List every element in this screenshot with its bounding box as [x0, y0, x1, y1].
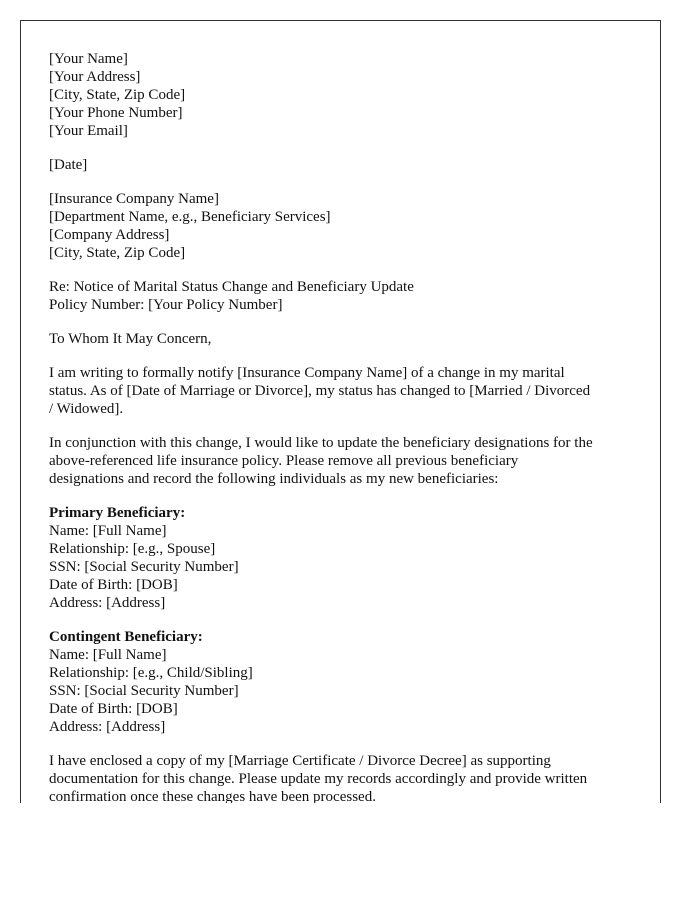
recipient-block	[49, 190, 632, 262]
sender-address: [Your Address]	[49, 69, 141, 85]
primary-ssn: SSN: [Social Security Number]	[49, 559, 239, 575]
text-line: confirmation once these changes have been processed.	[49, 789, 376, 803]
text-line: I have enclosed a copy of my [Marriage Certificate / Divorce Decree] as supporting	[49, 753, 551, 769]
sender-name: [Your Name]	[49, 51, 128, 67]
text-line: above-referenced life insurance policy. Please remove all previous beneficiary	[49, 453, 519, 469]
contingent-ssn: SSN: [Social Security Number]	[49, 683, 239, 699]
sender-phone: [Your Phone Number]	[49, 105, 183, 121]
contingent-address: Address: [Address]	[49, 719, 166, 735]
re-block	[49, 278, 632, 314]
primary-dob: Date of Birth: [DOB]	[49, 577, 178, 593]
text-line: documentation for this change. Please update my records accordingly and provide written	[49, 771, 588, 787]
sender-city: [City, State, Zip Code]	[49, 87, 186, 103]
text-line: designations and record the following individuals as my new beneficiaries:	[49, 471, 499, 487]
recipient-address: [Company Address]	[49, 227, 170, 243]
sender-email: [Your Email]	[49, 123, 128, 139]
salutation: To Whom It May Concern,	[49, 331, 212, 347]
paragraph-update-request	[49, 434, 632, 488]
primary-relationship: Relationship: [e.g., Spouse]	[49, 541, 216, 557]
recipient-city: [City, State, Zip Code]	[49, 245, 186, 261]
text-line: In conjunction with this change, I would like to update the beneficiary designations for the	[49, 435, 593, 451]
recipient-department: [Department Name, e.g., Beneficiary Services]	[49, 209, 331, 225]
primary-heading: Primary Beneficiary:	[49, 505, 186, 521]
text-line: / Widowed].	[49, 401, 124, 417]
contingent-beneficiary-block	[49, 628, 632, 736]
contingent-relationship: Relationship: [e.g., Child/Sibling]	[49, 665, 253, 681]
contingent-heading: Contingent Beneficiary:	[49, 629, 203, 645]
contingent-name: Name: [Full Name]	[49, 647, 167, 663]
text-line: status. As of [Date of Marriage or Divorce], my status has changed to [Married / Divorced	[49, 383, 591, 399]
text-line: I am writing to formally notify [Insurance Company Name] of a change in my marital	[49, 365, 565, 381]
primary-name: Name: [Full Name]	[49, 523, 167, 539]
date: [Date]	[49, 157, 88, 173]
letter-body	[21, 21, 660, 803]
recipient-company: [Insurance Company Name]	[49, 191, 219, 207]
primary-address: Address: [Address]	[49, 595, 166, 611]
policy-number: Policy Number: [Your Policy Number]	[49, 297, 283, 313]
letter-page	[20, 20, 661, 803]
contingent-dob: Date of Birth: [DOB]	[49, 701, 178, 717]
subject-line: Re: Notice of Marital Status Change and Beneficiary Update	[49, 279, 414, 295]
primary-beneficiary-block	[49, 504, 632, 612]
paragraph-notification	[49, 364, 632, 418]
sender-block	[49, 50, 632, 140]
paragraph-enclosure	[49, 752, 632, 803]
